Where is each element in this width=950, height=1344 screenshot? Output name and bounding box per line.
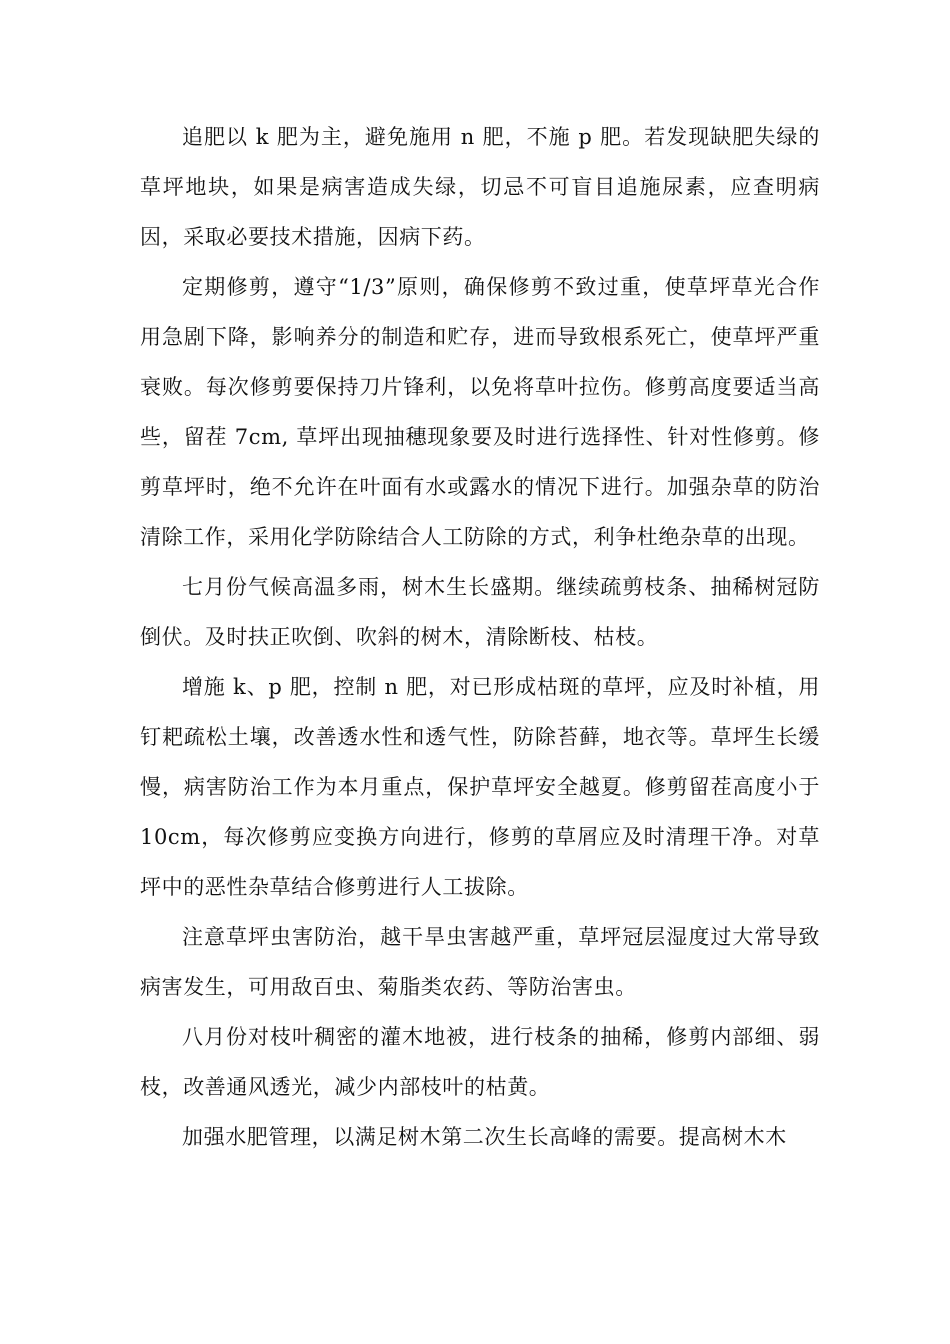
paragraph-august-shrubs: 八月份对枝叶稠密的灌木地被，进行枝条的抽稀，修剪内部细、弱枝，改善通风透光，减少内部枝叶的枯黄。 (140, 1025, 820, 1099)
paragraph-mowing: 定期修剪，遵守“1/3”原则，确保修剪不致过重，使草坪草光合作用急剧下降，影响养分的制造和贮存，进而导致根系死亡，使草坪严重衰败。每次修剪要保持刀片锋利，以免将草叶拉伤。修剪高度要适当高些，留茬 7cm, 草坪出现抽穗现象要及时进行选择性、针对性修剪。修剪草坪时，绝不允许在叶面有水或露水的情况下进行。加强杂草的防治清除工作，采用化学防除结合人工防除的方式，利争杜绝杂草的出现。 (140, 275, 820, 549)
paragraph-pest-control: 注意草坪虫害防治，越干旱虫害越严重，草坪冠层湿度过大常导致病害发生，可用敌百虫、菊脂类农药、等防治害虫。 (140, 925, 820, 999)
paragraph-water-fertilizer: 加强水肥管理，以满足树木第二次生长高峰的需要。提高树木木 (182, 1125, 787, 1149)
paragraph-fertilizing: 追肥以 k 肥为主，避免施用 n 肥，不施 p 肥。若发现缺肥失绿的草坪地块，如果是病害造成失绿，切忌不可盲目追施尿素，应查明病因，采取必要技术措施，因病下药。 (140, 125, 820, 249)
document-body (140, 112, 820, 1162)
paragraph-july-lawn: 增施 k、p 肥，控制 n 肥，对已形成枯斑的草坪，应及时补植，用钉耙疏松土壤，改善透水性和透气性，防除苔藓，地衣等。草坪生长缓慢，病害防治工作为本月重点，保护草坪安全越夏。修剪留茬高度小于 10cm，每次修剪应变换方向进行，修剪的草屑应及时清理干净。对草坪中的恶性杂草结合修剪进行人工拔除。 (140, 675, 820, 899)
paragraph-july-trees: 七月份气候高温多雨，树木生长盛期。继续疏剪枝条、抽稀树冠防倒伏。及时扶正吹倒、吹斜的树木，清除断枝、枯枝。 (140, 575, 820, 649)
